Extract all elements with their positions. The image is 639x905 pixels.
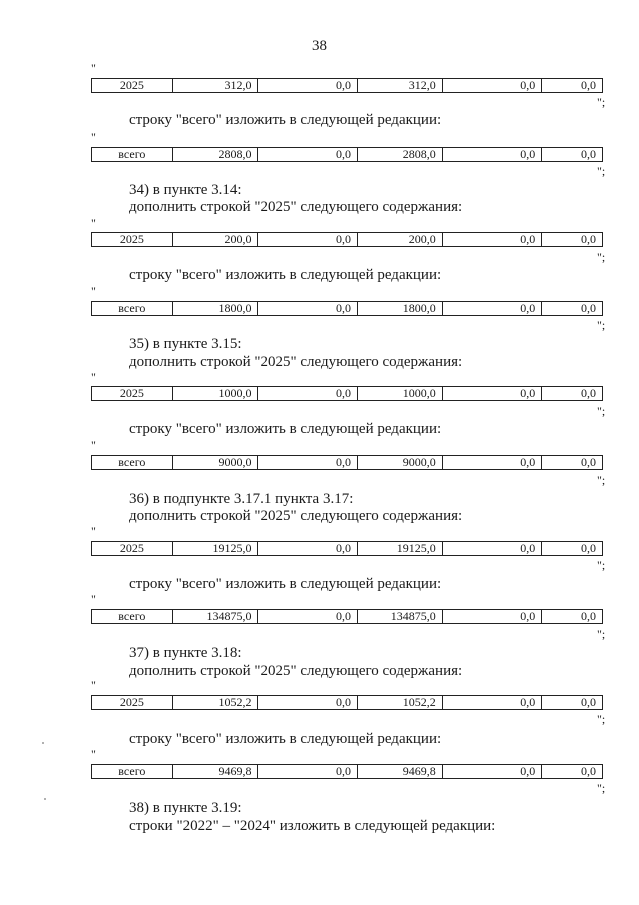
table-cell: 1800,0 xyxy=(357,302,442,316)
table-cell: всего xyxy=(92,302,173,316)
table-cell: 0,0 xyxy=(542,696,603,710)
opening-quote: " xyxy=(91,370,96,384)
table-cell: 9000,0 xyxy=(357,456,442,470)
table-cell: 0,0 xyxy=(258,765,357,779)
table-cell: 19125,0 xyxy=(357,542,442,556)
table-cell: 0,0 xyxy=(442,79,541,93)
opening-quote: " xyxy=(91,438,96,452)
table-cell: всего xyxy=(92,456,173,470)
paragraph: 35) в пункте 3.15: xyxy=(129,336,242,352)
table-row xyxy=(91,455,603,470)
table-cell: 0,0 xyxy=(442,696,541,710)
paragraph: строку "всего" изложить в следующей редакции: xyxy=(129,731,442,747)
table-cell: 0,0 xyxy=(442,233,541,247)
table-cell: 0,0 xyxy=(542,456,603,470)
table-cell: 2808,0 xyxy=(357,148,442,162)
paragraph: строку "всего" изложить в следующей редакции: xyxy=(129,267,442,283)
table-cell: 0,0 xyxy=(442,456,541,470)
closing-quote: "; xyxy=(597,404,606,418)
table-cell: 0,0 xyxy=(258,302,357,316)
page-number: 38 xyxy=(312,38,327,54)
closing-quote: "; xyxy=(597,781,606,795)
paragraph: дополнить строкой "2025" следующего содержания: xyxy=(129,663,463,679)
table-row xyxy=(91,147,603,162)
table-cell: 0,0 xyxy=(258,456,357,470)
table-cell: 0,0 xyxy=(542,233,603,247)
table-cell: 0,0 xyxy=(442,542,541,556)
opening-quote: " xyxy=(91,524,96,538)
table-cell: 0,0 xyxy=(542,542,603,556)
table-cell: 0,0 xyxy=(258,79,357,93)
table-cell: 1052,2 xyxy=(357,696,442,710)
paragraph: строки "2022" – "2024" изложить в следующей редакции: xyxy=(129,818,496,834)
table-cell: 0,0 xyxy=(542,387,603,401)
table-cell: 200,0 xyxy=(172,233,258,247)
closing-quote: "; xyxy=(597,712,606,726)
table-cell: 0,0 xyxy=(258,696,357,710)
table-cell: 2808,0 xyxy=(172,148,258,162)
table-cell: 0,0 xyxy=(542,610,603,624)
table-cell: 0,0 xyxy=(442,302,541,316)
table-cell: 2025 xyxy=(92,233,173,247)
closing-quote: "; xyxy=(597,250,606,264)
table-cell: 0,0 xyxy=(258,233,357,247)
table-cell: 0,0 xyxy=(542,302,603,316)
table-cell: всего xyxy=(92,765,173,779)
scan-speck xyxy=(42,742,44,744)
table-cell: всего xyxy=(92,610,173,624)
table-cell: 134875,0 xyxy=(357,610,442,624)
table-cell: 1000,0 xyxy=(357,387,442,401)
table-row xyxy=(91,232,603,247)
paragraph: 38) в пункте 3.19: xyxy=(129,800,242,816)
table-cell: 0,0 xyxy=(442,148,541,162)
table-cell: 9469,8 xyxy=(357,765,442,779)
table-cell: 0,0 xyxy=(258,610,357,624)
table-cell: 312,0 xyxy=(357,79,442,93)
closing-quote: "; xyxy=(597,95,606,109)
table-cell: 2025 xyxy=(92,696,173,710)
opening-quote: " xyxy=(91,678,96,692)
table-row xyxy=(91,78,603,93)
table-cell: всего xyxy=(92,148,173,162)
table-cell: 9469,8 xyxy=(172,765,258,779)
opening-quote: " xyxy=(91,284,96,298)
paragraph: строку "всего" изложить в следующей редакции: xyxy=(129,112,442,128)
opening-quote: " xyxy=(91,61,96,75)
table-cell: 2025 xyxy=(92,387,173,401)
table-cell: 312,0 xyxy=(172,79,258,93)
table-cell: 0,0 xyxy=(442,387,541,401)
table-cell: 2025 xyxy=(92,79,173,93)
table-cell: 9000,0 xyxy=(172,456,258,470)
table-row xyxy=(91,695,603,710)
closing-quote: "; xyxy=(597,627,606,641)
closing-quote: "; xyxy=(597,473,606,487)
paragraph: 34) в пункте 3.14: xyxy=(129,182,242,198)
table-row xyxy=(91,609,603,624)
scan-speck xyxy=(44,798,46,800)
opening-quote: " xyxy=(91,216,96,230)
table-cell: 1000,0 xyxy=(172,387,258,401)
paragraph: строку "всего" изложить в следующей редакции: xyxy=(129,576,442,592)
table-cell: 0,0 xyxy=(542,148,603,162)
paragraph: дополнить строкой "2025" следующего содержания: xyxy=(129,199,463,215)
table-cell: 1800,0 xyxy=(172,302,258,316)
table-row xyxy=(91,386,603,401)
table-cell: 0,0 xyxy=(258,542,357,556)
paragraph: 37) в пункте 3.18: xyxy=(129,645,242,661)
closing-quote: "; xyxy=(597,558,606,572)
opening-quote: " xyxy=(91,130,96,144)
paragraph: дополнить строкой "2025" следующего содержания: xyxy=(129,508,463,524)
table-cell: 0,0 xyxy=(258,148,357,162)
table-cell: 0,0 xyxy=(442,765,541,779)
paragraph: строку "всего" изложить в следующей редакции: xyxy=(129,421,442,437)
closing-quote: "; xyxy=(597,164,606,178)
closing-quote: "; xyxy=(597,318,606,332)
table-row xyxy=(91,764,603,779)
table-cell: 0,0 xyxy=(542,79,603,93)
table-cell: 19125,0 xyxy=(172,542,258,556)
opening-quote: " xyxy=(91,592,96,606)
table-cell: 1052,2 xyxy=(172,696,258,710)
table-cell: 134875,0 xyxy=(172,610,258,624)
table-cell: 0,0 xyxy=(542,765,603,779)
table-cell: 0,0 xyxy=(442,610,541,624)
table-cell: 200,0 xyxy=(357,233,442,247)
table-row xyxy=(91,541,603,556)
opening-quote: " xyxy=(91,747,96,761)
table-cell: 0,0 xyxy=(258,387,357,401)
paragraph: дополнить строкой "2025" следующего содержания: xyxy=(129,354,463,370)
paragraph: 36) в подпункте 3.17.1 пункта 3.17: xyxy=(129,491,354,507)
table-row xyxy=(91,301,603,316)
table-cell: 2025 xyxy=(92,542,173,556)
